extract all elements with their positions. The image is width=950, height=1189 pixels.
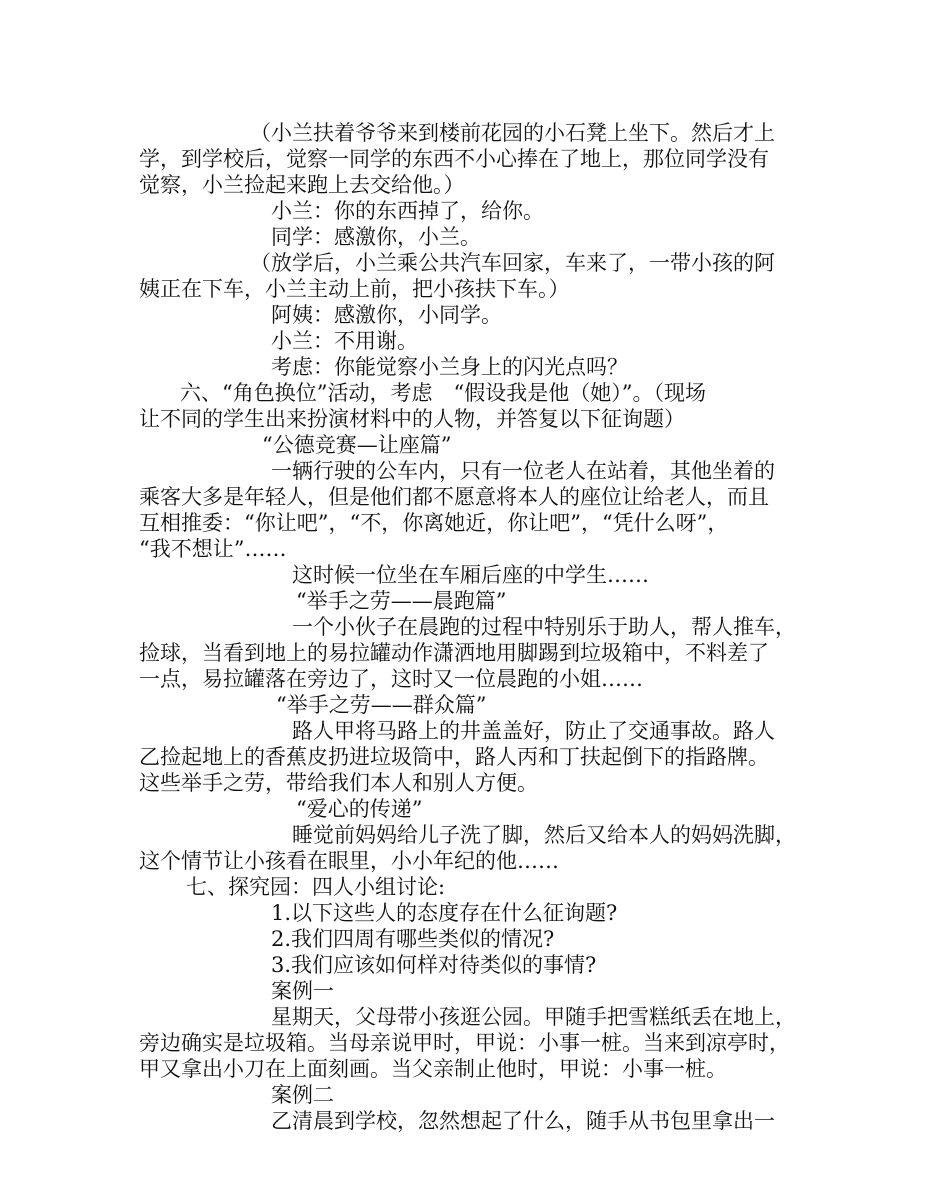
case-heading: 案例一 <box>271 979 334 1003</box>
text-line: 乘客大多是年轻人，但是他们都不愿意将本人的座位让给老人，而且 <box>139 485 769 509</box>
text-line: 星期天，父母带小孩逛公园。甲随手把雪糕纸丢在地上， <box>271 1005 796 1029</box>
text-line: 互相推委：“你让吧”，“不，你离她近，你让吧”，“凭什么呀”， <box>139 511 729 535</box>
text-line: 阿姨：感激你，小同学。 <box>271 303 502 327</box>
subheading: “举手之劳——晨跑篇” <box>296 589 507 613</box>
text-line: 乙捡起地上的香蕉皮扔进垃圾筒中，路人丙和丁扶起倒下的指路牌。 <box>139 745 769 769</box>
text-line: （放学后，小兰乘公共汽车回家，车来了，一带小孩的阿 <box>250 251 775 275</box>
list-item: 1.以下这些人的态度存在什么征询题? <box>271 901 618 925</box>
subheading: “举手之劳——群众篇” <box>276 693 487 717</box>
text-line: 觉察，小兰捡起来跑上去交给他。） <box>139 173 465 197</box>
text-line: 这个情节让小孩看在眼里，小小年纪的他…… <box>139 849 559 873</box>
text-line: 姨正在下车，小兰主动上前，把小孩扶下车。） <box>139 277 570 301</box>
text-line: 学，到学校后，觉察一同学的东西不小心捧在了地上，那位同学没有 <box>139 147 769 171</box>
text-line: 一辆行驶的公车内，只有一位老人在站着，其他坐着的 <box>271 459 775 483</box>
case-heading: 案例二 <box>271 1083 334 1107</box>
list-item: 2.我们四周有哪些类似的情况? <box>271 927 555 951</box>
text-line: 同学：感激你，小兰。 <box>271 225 481 249</box>
text-line: 旁边确实是垃圾箱。当母亲说甲时，甲说：小事一桩。当来到凉亭时， <box>139 1031 790 1055</box>
text-line: 捡球，当看到地上的易拉罐动作潇洒地用脚踢到垃圾箱中，不料差了 <box>139 641 769 665</box>
text-line: 这时候一位坐在车厢后座的中学生…… <box>292 563 649 587</box>
text-line: 路人甲将马路上的井盖盖好，防止了交通事故。路人 <box>292 719 775 743</box>
subheading: “爱心的传递” <box>296 797 423 821</box>
text-line: “我不想让”…… <box>139 537 287 561</box>
text-line: 考虑：你能觉察小兰身上的闪光点吗？ <box>271 355 628 379</box>
text-line: 小兰：不用谢。 <box>271 329 418 353</box>
text-line: 这些举手之劳，带给我们本人和别人方便。 <box>139 771 538 795</box>
text-line: 一点，易拉罐落在旁边了，这时又一位晨跑的小姐…… <box>139 667 643 691</box>
subheading: “公德竞赛—让座篇” <box>262 433 452 457</box>
text-line: 睡觉前妈妈给儿子洗了脚，然后又给本人的妈妈洗脚， <box>292 823 796 847</box>
text-line: （小兰扶着爷爷来到楼前花园的小石凳上坐下。然后才上 <box>250 121 775 145</box>
text-line: 甲又拿出小刀在上面刻画。当父亲制止他时，甲说：小事一桩。 <box>139 1057 727 1081</box>
text-line: 让不同的学生出来扮演材料中的人物，并答复以下征询题） <box>139 407 685 431</box>
text-line: 一个小伙子在晨跑的过程中特别乐于助人，帮人推车， <box>292 615 796 639</box>
section-heading: 六、“角色换位”活动，考虑 “假设我是他（她）”。（现场 <box>180 381 706 405</box>
text-line: 小兰：你的东西掉了，给你。 <box>271 199 544 223</box>
section-heading: 七、探究园：四人小组讨论: <box>186 875 446 899</box>
list-item: 3.我们应该如何样对待类似的事情? <box>271 953 597 977</box>
text-line: 乙清晨到学校，忽然想起了什么，随手从书包里拿出一 <box>271 1109 775 1133</box>
